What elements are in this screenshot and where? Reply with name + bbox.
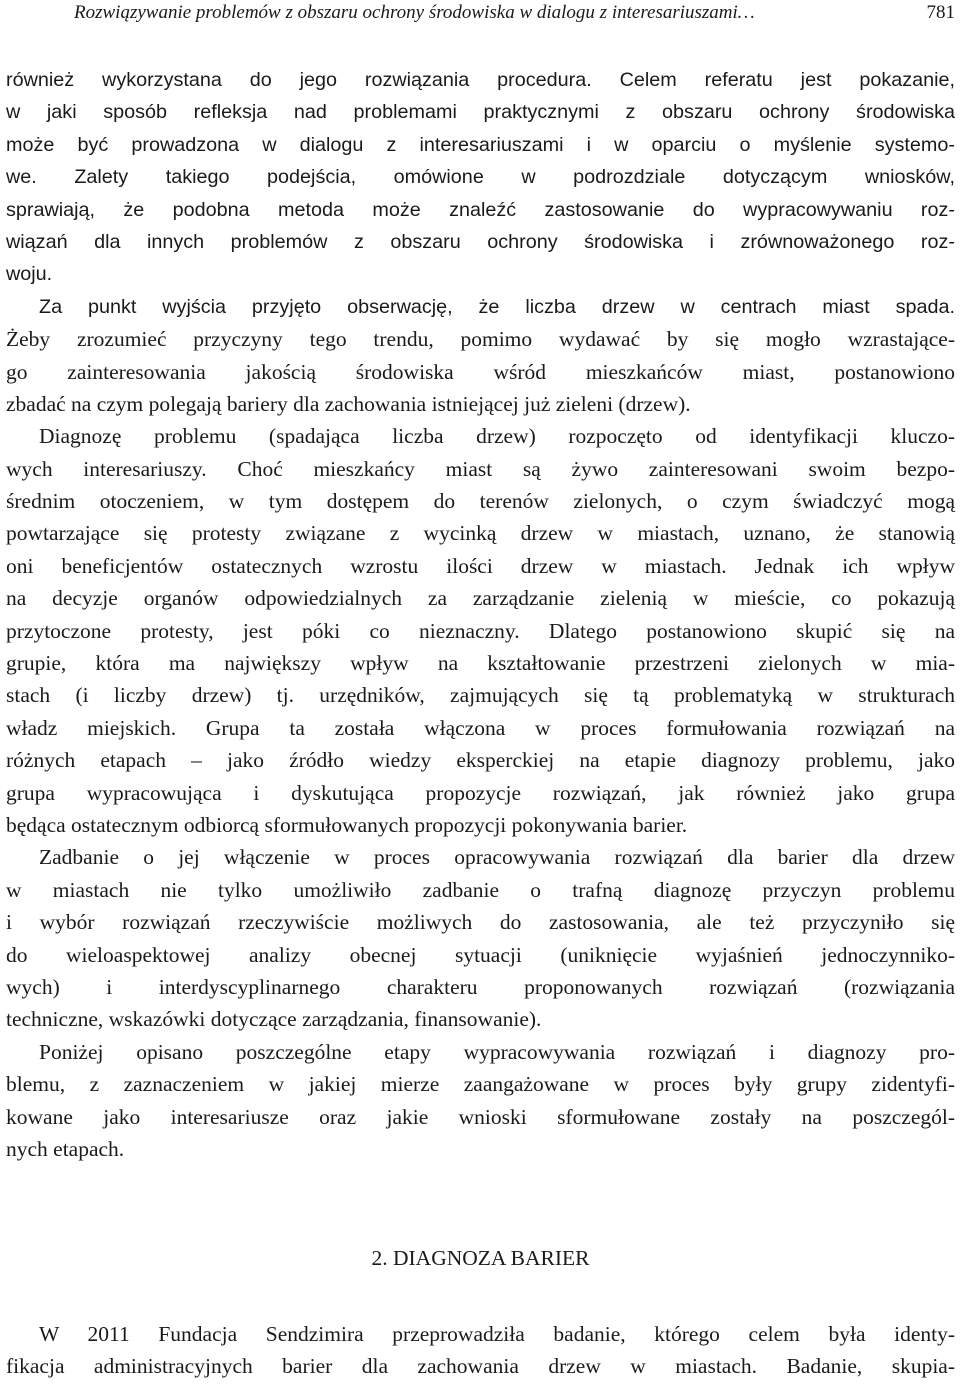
text-line: zbadać na czym polegają bariery dla zachowania istniejącej już zieleni (drzew). — [6, 391, 691, 416]
section-heading: 2. DIAGNOZA BARIER — [371, 1246, 590, 1270]
text-line: powtarzające się protesty związane z wycinką drzew w miastach, uznano, że stanowią — [6, 521, 955, 546]
text-line: na decyzje organów odpowiedzialnych za zarządzanie zielenią w mieście, co pokazują — [6, 586, 955, 611]
text-line: w jaki sposób refleksja nad problemami praktycznymi z obszaru ochrony środowiska — [6, 101, 955, 124]
text-line: wych interesariuszy. Choć mieszkańcy miast są żywo zainteresowani swoim bezpo- — [6, 456, 955, 481]
section-body-text — [6, 1318, 955, 1383]
text-line: Poniżej opisano poszczególne etapy wypracowywania rozwiązań i diagnozy pro- — [39, 1039, 955, 1064]
text-line: Diagnozę problemu (spadająca liczba drzew) rozpoczęto od identyfikacji kluczo- — [39, 424, 955, 449]
text-line: sprawiają, że podobna metoda może znaleźć zastosowanie do wypracowywaniu roz- — [6, 198, 955, 221]
text-line: będąca ostatecznym odbiorcą sformułowanych propozycji pokonywania barier. — [6, 812, 688, 837]
text-line: techniczne, wskazówki dotyczące zarządzania, finansowanie). — [6, 1007, 542, 1032]
text-line: wiązań dla innych problemów z obszaru ochrony środowiska i zrównoważonego roz- — [6, 230, 955, 253]
text-line: we. Zalety takiego podejścia, omówione w podrozdziale dotyczącym wniosków, — [6, 166, 955, 189]
text-line: wych) i interdyscyplinarnego charakteru proponowanych rozwiązań (rozwiązania — [6, 974, 955, 999]
document-page — [6, 0, 955, 1385]
text-line: fikacja administracyjnych barier dla zachowania drzew w miastach. Badanie, skupia- — [6, 1354, 955, 1379]
text-line: władz miejskich. Grupa ta została włączona w proces formułowania rozwiązań na — [6, 715, 955, 740]
text-line: go zainteresowania jakością środowiska wśród mieszkańców miast, postanowiono — [6, 359, 955, 384]
text-line: może być prowadzona w dialogu z interesariuszami i w oparciu o myślenie systemo- — [6, 133, 955, 156]
text-line: kowane jako interesariusze oraz jakie wnioski sformułowane zostały na poszczegól- — [6, 1104, 955, 1129]
running-header — [6, 0, 955, 30]
text-line: blemu, z zaznaczeniem w jakiej mierze zaangażowane w proces były grupy zidentyfi- — [6, 1072, 955, 1097]
text-line: również wykorzystana do jego rozwiązania procedura. Celem referatu jest pokazanie, — [6, 69, 955, 91]
text-line: oni beneficjentów ostatecznych wzrostu ilości drzew w miastach. Jednak ich wpływ — [6, 553, 955, 578]
text-line: W 2011 Fundacja Sendzimira przeprowadziła badanie, którego celem była identy- — [39, 1322, 955, 1346]
running-title: Rozwiązywanie problemów z obszaru ochrony środowiska w dialogu z interesariuszami… — [74, 2, 755, 23]
text-line: do wieloaspektowej analizy obecnej sytuacji (uniknięcie wyjaśnień jednoczynniko- — [6, 942, 955, 967]
text-line: i wybór rozwiązań rzeczywiście możliwych do zastosowania, ale też przyczyniło się — [6, 910, 955, 935]
page-number: 781 — [926, 2, 955, 23]
text-line: Żeby zrozumieć przyczyny tego trendu, pomimo wydawać by się mogło wzrastające- — [6, 327, 955, 352]
text-line: różnych etapach – jako źródło wiedzy eksperckiej na etapie diagnozy problemu, jako — [6, 748, 955, 773]
text-line: grupie, która ma największy wpływ na kształtowanie przestrzeni zielonych w mia- — [6, 651, 955, 676]
text-line: grupa wypracowująca i dyskutująca propozycje rozwiązań, jak również jako grupa — [6, 780, 955, 805]
text-line: stach (i liczby drzew) tj. urzędników, zajmujących się tą problematyką w strukturach — [6, 683, 955, 708]
text-line: Za punkt wyjścia przyjęto obserwację, że liczba drzew w centrach miast spada. — [39, 295, 955, 318]
text-line: przytoczone protesty, jest póki co nieznaczny. Dlatego postanowiono skupić się na — [6, 618, 955, 643]
text-line: woju. — [6, 263, 53, 286]
text-line: nych etapach. — [6, 1136, 125, 1161]
body-text — [6, 64, 955, 1165]
text-line: w miastach nie tylko umożliwiło zadbanie o trafną diagnozę przyczyn problemu — [6, 877, 955, 902]
text-line: średnim otoczeniem, w tym dostępem do terenów zielonych, o czym świadczyć mogą — [6, 489, 955, 514]
text-line: Zadbanie o jej włączenie w proces opracowywania rozwiązań dla barier dla drzew — [39, 845, 955, 870]
